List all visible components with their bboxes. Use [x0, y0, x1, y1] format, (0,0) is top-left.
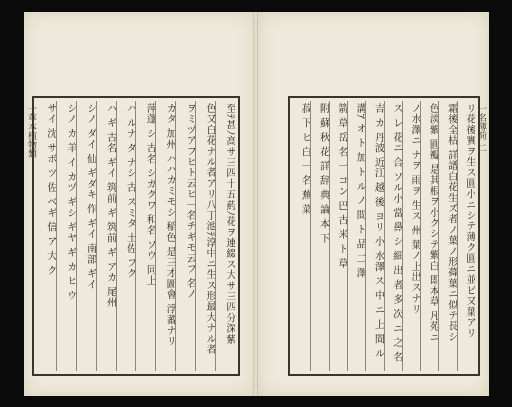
left-column: ハ ルナ ダ ナシ 古 スミタ 土佐 フク [116, 101, 136, 371]
right-column: 霜後全枯 詳譜白花生ズ者ノ葉ノ形蕣葉ニ似テ長シ [438, 101, 456, 371]
right-column: 附 蘇 秋 花 詳 辞 典 論 本 下 [310, 101, 328, 371]
left-column: 色又白花ナル者アリ八丁池ﾃ淳中ニ生ス形最大ナル者 [195, 101, 215, 371]
right-column: 溝ｱ オ ト 加 ト ル ノ 間 ト 品 二 澤 [347, 101, 365, 371]
left-column: ヲミヅアフヒト云ヒ一名チギモ云フ 名ノ [175, 101, 195, 371]
right-column: リ花後實ヲ生ス圓小ニシテ薄ク圓ニ並ビ又葉アリ [457, 101, 475, 371]
right-column: 菽 下 ヒ 白 一 名 蕪 菜 [299, 103, 311, 215]
right-columns [293, 101, 475, 371]
left-page [24, 12, 256, 396]
right-column: ス レ 花ニ 合 ソル小 當 鼻 シ 細 出 者 多 次 ニ 之 名 [384, 101, 402, 371]
right-marginal-text: 一名薄荷 二 [476, 104, 486, 152]
left-column: カタ 加州 ハハカミモシ 稲色 是三才圖會 浮蕃ナリ [155, 101, 175, 371]
left-marginal-text: 一草本植物類 [26, 104, 36, 158]
left-text-frame [32, 96, 240, 376]
right-column: 色淡紫 圓瓣 是其根ヲ小クシテ紫白 即本草 凡苑ニ [420, 101, 438, 371]
left-column: 萍蓬 シ 古名 シガクワ 和名 ソウ 同上 [135, 101, 155, 371]
book-spread [24, 12, 488, 396]
right-text-frame [288, 96, 480, 376]
left-column: ハ ギ 古名 ギイ 筑前 ギ 筑前 ギ アカ 尾州 [96, 101, 116, 371]
left-column: シノ カ 羊 イ カヅ ギシ ギヤ ギ カ ヒ ウ [56, 101, 76, 371]
left-column: シノ ダイ 仙 ギダキ 作 ギイ 南部 ギイ [76, 101, 96, 371]
right-column: ノ水澤ニ ナヲ 雨ヲ 生ス 州 葉ノ上出スナリ [402, 101, 420, 371]
left-columns [37, 101, 235, 371]
left-column: 至ﾃ甚ﾉ高サ三四十五葯ﾉ花ヲ連綴ス大サ三四分深紫 [215, 101, 235, 371]
right-column: 箭 草 岳 名 一 コン 巴 古 米 ト 草 [329, 101, 347, 371]
right-page [257, 12, 489, 396]
right-column: 吉 カ 丹波 近江 越 後 ヨリ 小 水澤 ス 中 ニ 上 間 ル [365, 101, 383, 371]
left-column: サイ 沈 サボ ツ 佐 ベギ 信 ア 大 ク [44, 103, 56, 276]
